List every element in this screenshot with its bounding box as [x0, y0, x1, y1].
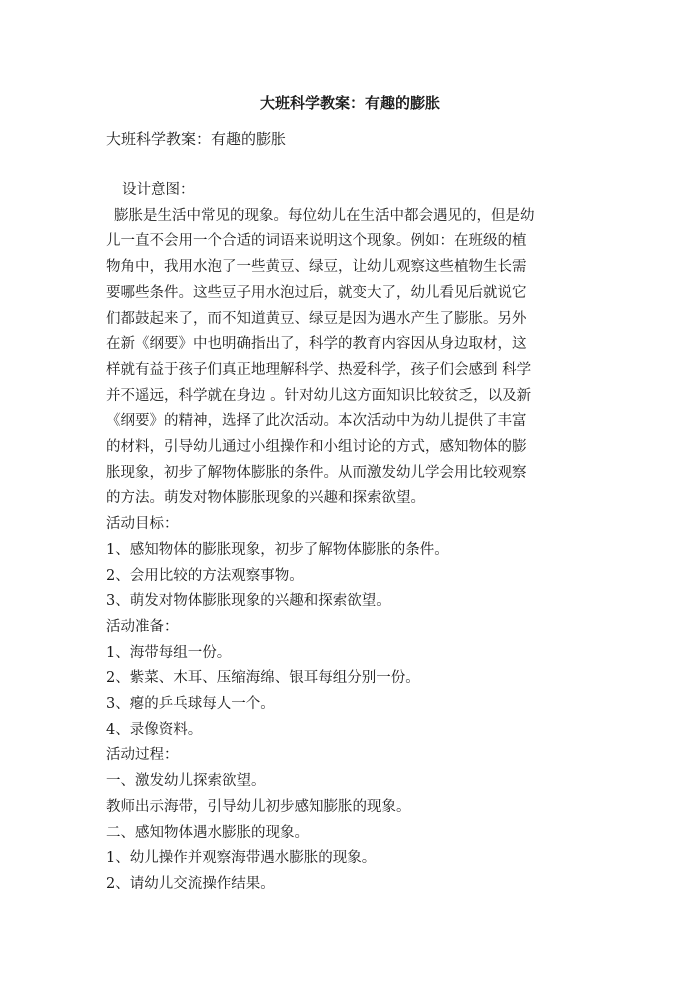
goals-heading: 活动目标： [106, 516, 179, 533]
document-subtitle: 大班科学教案：有趣的膨胀 [106, 130, 287, 148]
goal-item: 1、感知物体的膨胀现象，初步了解物体膨胀的条件。 [106, 541, 449, 558]
design-line: 膨胀是生活中常见的现象。每位幼儿在生活中都会遇见的，但是幼 [114, 207, 535, 224]
prep-item: 1、海带每组一份。 [106, 644, 232, 661]
process-item: 教师出示海带，引导幼儿初步感知膨胀的现象。 [106, 798, 411, 815]
design-line: 在新《纲要》中也明确指出了，科学的教育内容因从身边取材，这 [106, 336, 527, 353]
design-line: 物角中，我用水泡了一些黄豆、绿豆，让幼儿观察这些植物生长需 [106, 259, 527, 276]
design-heading: 设计意图： [122, 182, 195, 198]
prep-item: 3、瘪的乒乓球每人一个。 [106, 696, 275, 713]
prep-item: 4、录像资料。 [106, 721, 203, 738]
design-line: 儿一直不会用一个合适的词语来说明这个现象。例如：在班级的植 [106, 233, 527, 250]
design-line: 的方法。萌发对物体膨胀现象的兴趣和探索欲望。 [106, 490, 425, 507]
goal-item: 2、会用比较的方法观察事物。 [106, 567, 304, 584]
process-item: 1、幼儿操作并观察海带遇水膨胀的现象。 [106, 850, 377, 867]
document-body [106, 178, 598, 898]
design-line: 并不遥远，科学就在身边 。针对幼儿这方面知识比较贫乏，以及新 [106, 387, 532, 404]
process-heading: 活动过程： [106, 747, 179, 764]
design-line: 样就有益于孩子们真正地理解科学、热爱科学，孩子们会感到 科学 [106, 361, 532, 378]
prep-heading: 活动准备： [106, 618, 179, 635]
prep-item: 2、紫菜、木耳、压缩海绵、银耳每组分别一份。 [106, 670, 420, 687]
design-line: 们都鼓起来了，而不知道黄豆、绿豆是因为遇水产生了膨胀。另外 [106, 310, 527, 327]
goal-item: 3、萌发对物体膨胀现象的兴趣和探索欲望。 [106, 593, 391, 610]
process-item: 2、请幼儿交流操作结果。 [106, 875, 275, 892]
design-line: 胀现象，初步了解物体膨胀的条件。从而激发幼儿学会用比较观察 [106, 464, 527, 481]
design-line: 要哪些条件。这些豆子用水泡过后，就变大了，幼儿看见后就说它 [106, 284, 527, 301]
process-item: 二、感知物体遇水膨胀的现象。 [106, 824, 309, 841]
process-item: 一、激发幼儿探索欲望。 [106, 773, 266, 790]
design-line: 《纲要》的精神，选择了此次活动。本次活动中为幼儿提供了丰富 [106, 413, 527, 430]
document-title: 大班科学教案：有趣的膨胀 [259, 94, 440, 112]
design-line: 的材料，引导幼儿通过小组操作和小组讨论的方式，感知物体的膨 [106, 439, 527, 456]
